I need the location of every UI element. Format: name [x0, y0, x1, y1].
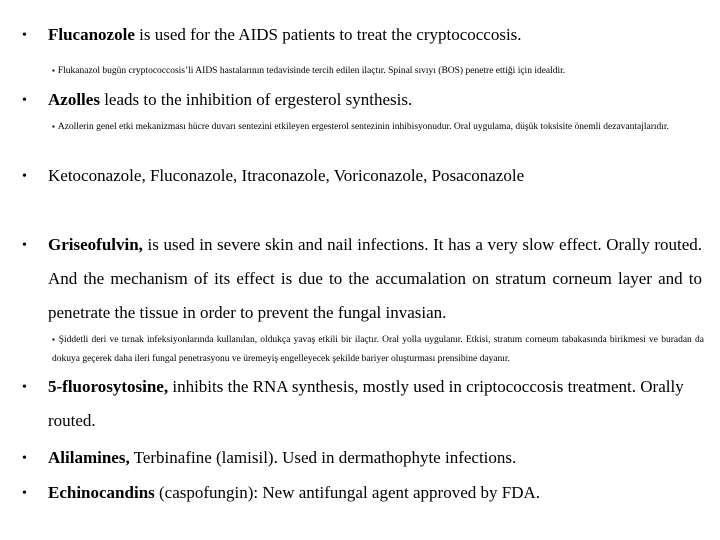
item-description: is used in severe skin and nail infections. It has a very slow effect. Orally routed. And the mechanism of its effect is due to the accumalation on stratum corneum layer and to penetrate the tissue in order to prevent the fungal invasian. [48, 235, 702, 322]
sub-note-text: Azollerin genel etki mekanizması hücre duvarı sentezini etkileyen ergesterol sentezinin inhibisyonudur. Oral uygulama, düşük toksisite önemli dezavantajlarıdır. [57, 122, 669, 132]
item-term: Azolles [48, 90, 100, 109]
bullet: • [22, 169, 27, 184]
sub-note [52, 61, 704, 81]
item-term: Alilamines, [48, 448, 130, 467]
sub-bullet: ▪ [52, 335, 56, 344]
sub-note [52, 117, 704, 137]
item-term: Flucanozole [48, 25, 135, 44]
item-text [48, 370, 702, 438]
bullet: • [22, 380, 27, 395]
item-term: 5-fluorosytosine, [48, 377, 169, 396]
item-description: Terbinafine (lamisil). Used in dermathophyte infections. [129, 448, 517, 467]
bullet: • [22, 486, 27, 501]
sub-bullet: ▪ [52, 66, 55, 75]
item-text [48, 441, 702, 475]
sub-note-text: Flukanazol bugün cryptococcosis’li AIDS hastalarının tedavisinde tercih edilen ilaçtır. Spinal sıvıyı (BOS) penetre ettiği için idealdir. [57, 66, 566, 76]
item-term: Griseofulvin, [48, 235, 143, 254]
bullet: • [22, 451, 27, 466]
item-text [48, 83, 702, 117]
sub-note [52, 330, 704, 369]
bullet: • [22, 93, 27, 108]
item-text [48, 476, 702, 510]
item-text: Ketoconazole, Fluconazole, Itraconazole, Voriconazole, Posaconazole [48, 166, 525, 185]
sub-bullet: ▪ [52, 122, 55, 131]
item-description: (caspofungin): New antifungal agent approved by FDA. [154, 483, 540, 502]
item-description: inhibits the RNA synthesis, mostly used in criptococcosis treatment. Orally routed. [48, 377, 684, 430]
sub-note-text: Şiddetli deri ve tırnak infeksiyonlarında kullanılan, oldukça yavaş etkili bir ilaçtır. Oral yolla uygulanır. Etkisi, stratum corneum tabakasında birikmesi ve buradan da dokuya geçerek daha ileri fungal penetrasyonu ve üremeyiş engelleyecek şekilde bariyer oluşturması prensibine dayanır. [52, 335, 704, 364]
item-description: is used for the AIDS patients to treat the cryptococcosis. [134, 25, 522, 44]
bullet: • [22, 28, 27, 43]
item-description: leads to the inhibition of ergesterol synthesis. [99, 90, 413, 109]
item-text [48, 228, 702, 330]
item-text [48, 18, 702, 52]
item-term: Echinocandins [48, 483, 155, 502]
bullet: • [22, 238, 27, 253]
